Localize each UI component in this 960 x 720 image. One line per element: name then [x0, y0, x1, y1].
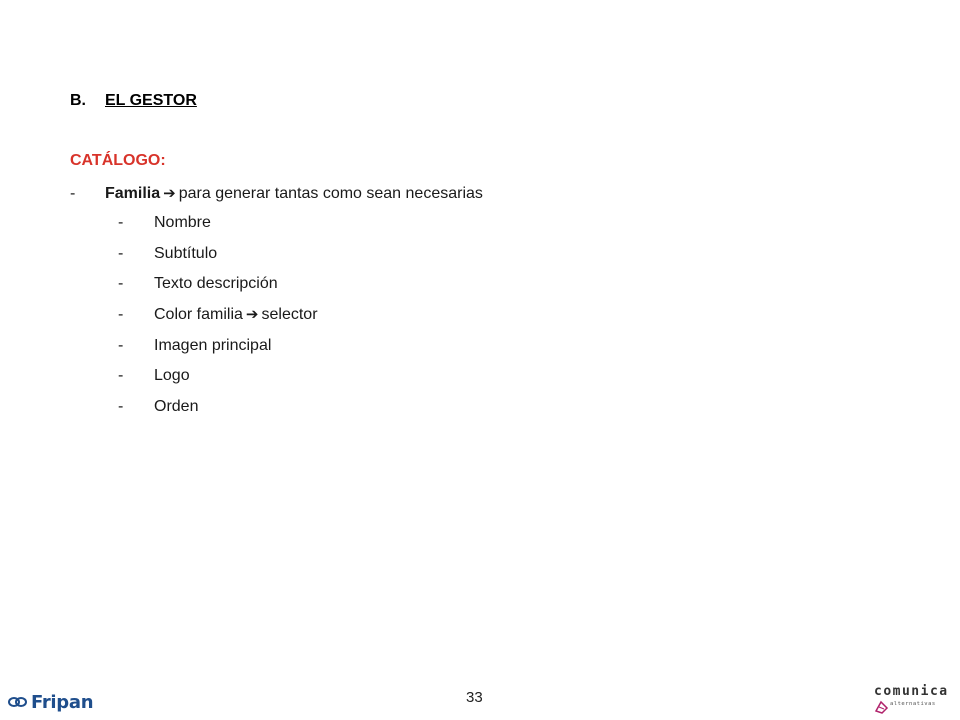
bullet-dash: - [118, 244, 124, 262]
main-item-bold: Familia [105, 185, 161, 202]
fripan-symbol-icon [8, 695, 28, 709]
list-item [118, 214, 318, 245]
list-item-text: Imagen principal [154, 336, 272, 354]
page-number: 33 [466, 689, 483, 706]
list-item [118, 275, 318, 306]
fripan-wordmark: Fripan [31, 691, 94, 713]
list-item-text: Orden [154, 398, 199, 416]
section-title: EL GESTOR [105, 92, 197, 109]
list-item [118, 337, 318, 368]
list-item [118, 367, 318, 398]
arrow-right-icon: ➔ [245, 306, 259, 324]
list-item [118, 245, 318, 276]
bullet-dash: - [118, 306, 124, 324]
sub-list [118, 214, 318, 429]
bullet-dash: - [118, 275, 124, 293]
list-item [118, 306, 318, 337]
main-list-item [70, 184, 483, 203]
comunica-wordmark: comunica [874, 684, 949, 699]
list-item-text: Logo [154, 367, 190, 385]
bullet-dash: - [118, 336, 124, 354]
main-item-rest: para generar tantas como sean necesarias [178, 185, 483, 202]
comunica-subtitle: alternativas [890, 701, 936, 707]
list-item-after-arrow: selector [261, 306, 318, 324]
arrow-right-icon: ➔ [163, 185, 176, 202]
section-letter: B. [70, 92, 86, 109]
bullet-dash: - [118, 214, 124, 231]
catalog-label: CATÁLOGO: [70, 152, 166, 169]
comunica-symbol-icon [874, 699, 890, 715]
list-item [118, 398, 318, 429]
bullet-dash: - [118, 398, 124, 416]
bullet-dash: - [118, 367, 124, 385]
list-item-text: Subtítulo [154, 244, 218, 262]
bullet-dash: - [70, 185, 76, 202]
section-heading [70, 92, 197, 110]
comunica-logo [858, 684, 954, 718]
list-item-text: Texto descripción [154, 275, 278, 293]
list-item-text: Nombre [154, 214, 211, 231]
list-item-text: Color familia [154, 306, 243, 324]
fripan-logo [8, 688, 93, 716]
